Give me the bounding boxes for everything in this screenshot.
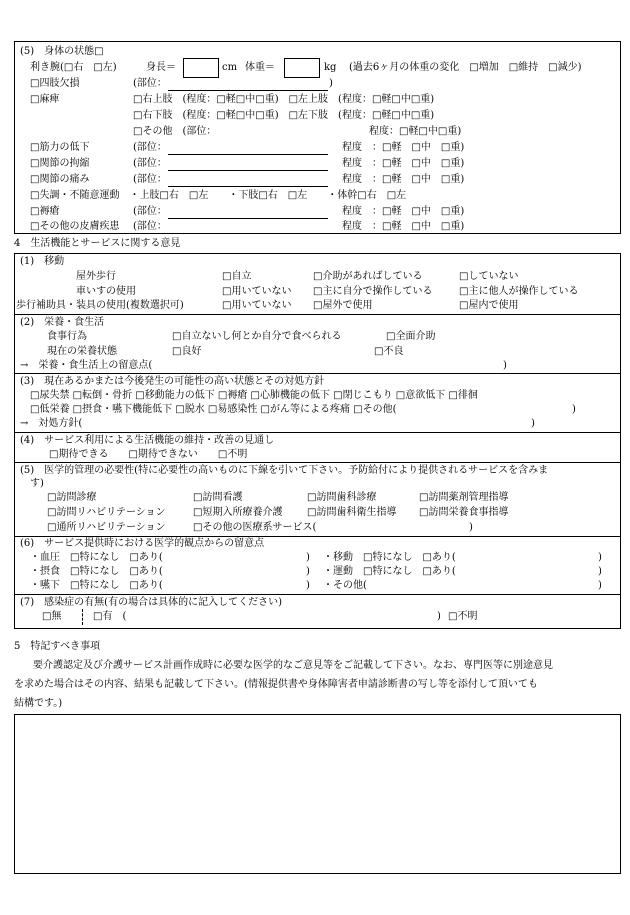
height-input[interactable] [183, 58, 219, 78]
weight-label: 体重＝ [245, 62, 275, 73]
row-degree-options[interactable]: 程度 ：□軽 □中 □重) [342, 158, 465, 169]
limb-loss-checkbox[interactable]: □四肢欠損 [30, 78, 80, 89]
exercise-note-field[interactable]: ・運動 □特になし □あり( [323, 566, 456, 577]
row-part-label: (部位： [133, 174, 167, 185]
eating-full-assist[interactable]: □全面介助 [386, 331, 436, 342]
row-part-label: (部位： [133, 142, 167, 153]
home-nursing[interactable]: □訪問看護 [193, 492, 243, 503]
wheelchair-not-used[interactable]: □用いていない [222, 286, 292, 297]
section4-title: 4 生活機能とサービスに関する意見 [14, 238, 181, 249]
row-degree-options[interactable]: 程度 ：□軽 □中 □重) [342, 221, 465, 232]
outlook-options[interactable]: □期待できる □期待できない □不明 [49, 449, 248, 460]
outdoor-with-help[interactable]: □介助があればしている [313, 271, 423, 282]
response-policy-close: ) [531, 418, 535, 429]
wheelchair-others[interactable]: □主に他人が操作している [459, 286, 579, 297]
height-unit: cm [222, 62, 238, 73]
home-medical-visit[interactable]: □訪問診療 [47, 492, 97, 503]
nutrition-good[interactable]: □良好 [172, 346, 202, 357]
joint-pain-checkbox[interactable]: □関節の痛み [30, 174, 90, 185]
eating-note-field[interactable]: ・摂食 □特になし □あり( [30, 566, 163, 577]
weight-change-options[interactable]: (過去6ヶ月の体重の変化 □増加 □維持 □減少) [349, 62, 582, 73]
divider [14, 314, 621, 315]
walking-aid-label: 歩行補助具・装具の使用(複数選択可) [16, 300, 184, 311]
row-degree-options[interactable]: 程度 ：□軽 □中 □重) [342, 206, 465, 217]
row-part-line[interactable] [168, 218, 328, 219]
medical-mgmt-heading-cont: す) [30, 478, 44, 489]
paralysis-lower-options[interactable]: □右下肢 (程度：□軽□中□重) □左下肢 (程度：□軽□中□重) [133, 110, 435, 121]
blood-pressure-field[interactable]: ・血圧 □特になし □あり( [30, 552, 163, 563]
row-part-label: (部位： [133, 158, 167, 169]
outdoor-independent[interactable]: □自立 [222, 271, 252, 282]
other-skin-disease-checkbox[interactable]: □その他の皮膚疾患 [30, 221, 120, 232]
infection-yes-field[interactable]: □有 ( [93, 611, 127, 622]
infection-unknown[interactable]: □不明 [448, 611, 478, 622]
row-part-line[interactable] [168, 170, 328, 171]
nutrition-heading: (2) 栄養・食生活 [20, 317, 105, 328]
pressure-ulcer-checkbox[interactable]: □褥瘡 [30, 206, 60, 217]
paralysis-other-degree[interactable]: 程度：□軽□中□重) [369, 126, 462, 137]
nutrition-status-label: 現在の栄養状態 [47, 346, 117, 357]
field-close: ) [306, 566, 310, 577]
row-part-label: (部位： [133, 221, 167, 232]
joint-contracture-checkbox[interactable]: □関節の拘縮 [30, 158, 90, 169]
body-status-heading: (5) 身体の状態□ [20, 46, 104, 57]
dominant-arm-field[interactable]: 利き腕(□右 □左) [30, 62, 117, 73]
weight-unit: kg [324, 62, 337, 73]
aid-indoor[interactable]: □屋内で使用 [459, 300, 519, 311]
paralysis-upper-options[interactable]: □右上肢 (程度：□軽□中□重) □左上肢 (程度：□軽□中□重) [133, 94, 435, 105]
other-medical-service[interactable]: □その他の医療系サービス( [193, 522, 317, 533]
eating-label: 食事行為 [47, 331, 87, 342]
other-note-field[interactable]: ・その他( [323, 580, 367, 591]
wheelchair-self[interactable]: □主に自分で操作している [313, 286, 433, 297]
special-notes-title: 5 特記すべき事項 [14, 641, 101, 652]
field-close: ) [598, 580, 602, 591]
infection-none[interactable]: □無 [42, 611, 62, 622]
movement-heading: (1) 移動 [20, 256, 65, 267]
daycare-rehab[interactable]: □通所リハビリテーション [47, 522, 166, 533]
field-close: ) [306, 552, 310, 563]
field-close: ) [306, 580, 310, 591]
short-stay-care[interactable]: □短期入所療養介護 [193, 507, 283, 518]
row-part-line[interactable] [168, 186, 328, 187]
other-medical-close: ) [469, 522, 473, 533]
nutrition-notes-field[interactable]: → 栄養・食生活上の留意点( [20, 360, 153, 371]
limb-loss-part-close: ) [329, 78, 333, 89]
swallow-note-field[interactable]: ・嚥下 □特になし □あり( [30, 580, 163, 591]
divider [14, 536, 621, 537]
special-notes-textarea[interactable] [14, 714, 621, 874]
muscle-weakness-checkbox[interactable]: □筋力の低下 [30, 142, 90, 153]
home-pharmacy[interactable]: □訪問薬剤管理指導 [419, 492, 509, 503]
infection-yes-close: ) [437, 611, 441, 622]
service-notes-heading: (6) サービス提供時における医学的観点からの留意点 [20, 538, 265, 549]
outlook-heading: (4) サービス利用による生活機能の維持・改善の見通し [20, 435, 275, 446]
medical-mgmt-heading: (5) 医学的管理の必要性(特に必要性の高いものに下線を引いて下さい。予防給付により提供されるサービスを含みま [20, 465, 549, 476]
paralysis-checkbox[interactable]: □麻痺 [30, 94, 60, 105]
conditions-heading: (3) 現在あるかまたは今後発生の可能性の高い状態とその対処方針 [20, 376, 325, 387]
field-close: ) [598, 566, 602, 577]
height-label: 身長＝ [146, 62, 176, 73]
conditions-other-close: ) [572, 404, 576, 415]
wheelchair-label: 車いすの使用 [76, 286, 136, 297]
nutrition-notes-close: ) [503, 360, 507, 371]
home-rehab[interactable]: □訪問リハビリテーション [47, 507, 166, 518]
row-part-line[interactable] [168, 233, 328, 234]
home-nutrition-guidance[interactable]: □訪問栄養食事指導 [419, 507, 509, 518]
response-policy-field[interactable]: → 対処方針( [20, 418, 83, 429]
conditions-options-1[interactable]: □尿失禁 □転倒・骨折 □移動能力の低下 □褥瘡 □心肺機能の低下 □閉じこもり □意欲低下 □徘徊 [30, 390, 478, 401]
row-degree-options[interactable]: 程度 ：□軽 □中 □重) [342, 174, 465, 185]
nutrition-poor[interactable]: □不良 [374, 346, 404, 357]
special-notes-instruction-3: 結構です。) [14, 698, 63, 709]
limb-loss-part-label: (部位： [133, 78, 167, 89]
infection-heading: (7) 感染症の有無(有の場合は具体的に記入してください) [20, 597, 282, 608]
conditions-options-2[interactable]: □低栄養 □摂食・嚥下機能低下 □脱水 □易感染性 □がん等による疼痛 □その他( [30, 404, 397, 415]
weight-input[interactable] [284, 58, 320, 78]
outdoor-not-doing[interactable]: □していない [459, 271, 519, 282]
row-degree-options[interactable]: 程度 ：□軽 □中 □重) [342, 142, 465, 153]
home-dental[interactable]: □訪問歯科診療 [307, 492, 377, 503]
aid-outdoor[interactable]: □屋外で使用 [313, 300, 373, 311]
movement-note-field[interactable]: ・移動 □特になし □あり( [323, 552, 456, 563]
limb-loss-part-line[interactable] [168, 90, 328, 91]
divider [14, 373, 621, 374]
paralysis-other-part[interactable]: □その他 (部位： [133, 126, 217, 137]
home-dental-hygiene[interactable]: □訪問歯科衛生指導 [307, 507, 397, 518]
aid-not-used[interactable]: □用いていない [222, 300, 292, 311]
special-notes-instruction-2: を求めた場合はその内容、結果も記載して下さい。(情報提供書や身体障害者申請診断書の写し等を添付して頂いても [14, 679, 538, 690]
special-notes-instruction-1: 要介護認定及び介護サービス計画作成時に必要な医学的なご意見等をご記載して下さい。なお、専門医等に別途意見 [33, 660, 553, 671]
divider [14, 594, 621, 595]
divider [14, 462, 621, 463]
field-close: ) [598, 552, 602, 563]
dashed-divider [82, 609, 83, 625]
outdoor-walk-label: 屋外歩行 [76, 271, 116, 282]
ataxia-options[interactable]: □失調・不随意運動 ・上肢□右 □左 ・下肢□右 □左 ・体幹□右 □左 [30, 190, 407, 201]
row-part-label: (部位： [133, 206, 167, 217]
row-part-line[interactable] [168, 154, 328, 155]
divider [14, 432, 621, 433]
eating-self[interactable]: □自立ないし何とか自分で食べられる [172, 331, 342, 342]
